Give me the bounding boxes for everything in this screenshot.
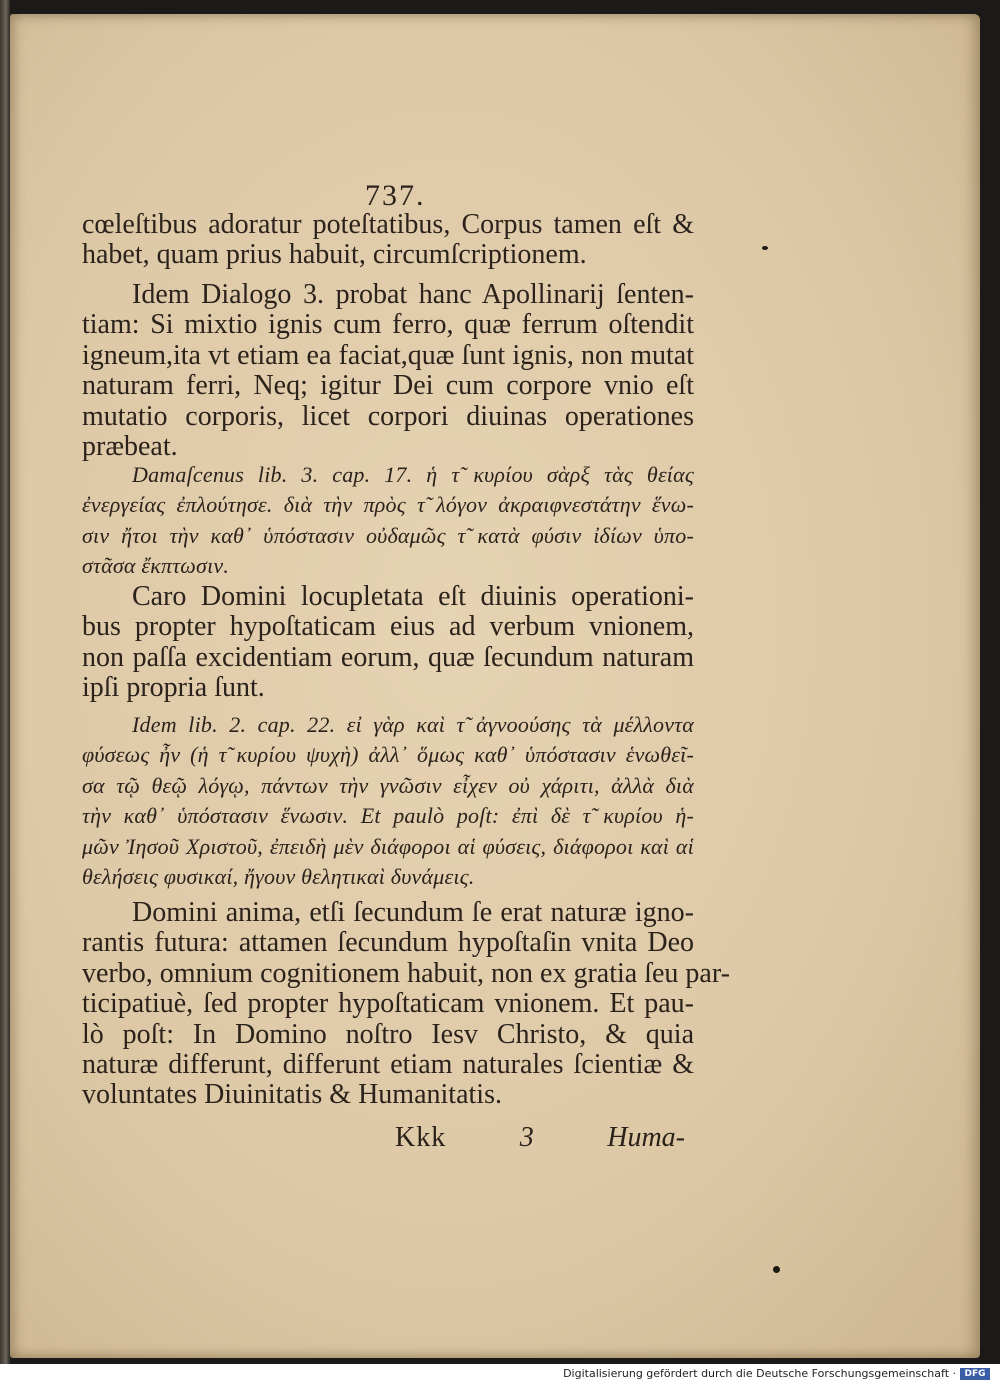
- greek-line: Idem lib. 2. cap. 22. εἰ γὰρ καὶ τ̃ ἀγνοούσης τὰ μέλλοντα: [132, 712, 694, 737]
- ink-mark: [773, 1266, 780, 1273]
- book-page: [10, 14, 980, 1358]
- text-line: naturæ differunt, differunt etiam naturales ſcientiæ &: [82, 1049, 694, 1081]
- greek-line: μῶν Ἰησοῦ Χριστοῦ, ἐπειδὴ μὲν διάφοροι αἱ φύσεις, διάφοροι καὶ αἱ: [82, 833, 694, 859]
- text-line: Domini anima, etſi ſecundum ſe erat naturæ igno-: [132, 897, 694, 928]
- book-binding-edge: [0, 0, 10, 1364]
- text-line: rantis futura: attamen ſecundum hypoſtaſin vnita Deo: [82, 927, 694, 959]
- text-line: naturam ferri, Neq; igitur Dei cum corpore vnio eſt: [82, 370, 694, 402]
- text-line: lò poſt: In Domino noſtro Iesv Christo, & quia: [82, 1018, 694, 1050]
- text-line: bus propter hypoſtaticam eius ad verbum vnionem,: [82, 611, 694, 643]
- paragraph-3: [82, 582, 694, 704]
- greek-line: στᾶσα ἔκπτωσιν.: [82, 553, 230, 579]
- text-line: verbo, omnium cognitionem habuit, non ex gratia ſeu par-: [82, 957, 730, 989]
- greek-quote-1: [82, 460, 694, 582]
- paragraph-4: [82, 897, 730, 1111]
- paragraph-2: [82, 280, 694, 462]
- page-number: 737.: [365, 179, 426, 212]
- signature-number: 3: [519, 1122, 534, 1153]
- catchword: Huma-: [607, 1122, 685, 1153]
- greek-line: τὴν καθ᾽ ὑπόστασιν ἕνωσιν. Et paulò poſt: ἐπὶ δὲ τ̃ κυρίου ἡ-: [82, 803, 694, 829]
- signature-mark: Kkk: [395, 1122, 447, 1153]
- greek-line: σιν ἤτοι τὴν καθ᾽ ὑπόστασιν οὐδαμῶς τ̃ κατὰ φύσιν ἰδίων ὑπο-: [82, 522, 694, 548]
- greek-quote-2: [82, 710, 694, 892]
- text-line: ipſi propria ſunt.: [82, 672, 265, 704]
- dfg-logo: DFG: [960, 1368, 990, 1380]
- footer-bar: [0, 1364, 1000, 1384]
- ink-mark: [762, 246, 768, 250]
- text-line: Caro Domini locupletata eſt diuinis operationi-: [132, 581, 694, 612]
- text-line: habet, quam prius habuit, circumſcriptionem.: [82, 239, 587, 271]
- text-line: tiam: Si mixtio ignis cum ferro, quæ ferrum oſtendit: [82, 309, 694, 341]
- text-line: Idem Dialogo 3. probat hanc Apollinarij ſenten-: [132, 279, 694, 310]
- greek-line: θελήσεις φυσικαί, ἤγουν θελητικαὶ δυνάμεις.: [82, 864, 475, 890]
- text-line: ticipatiuè, ſed propter hypoſtaticam vnionem. Et pau-: [82, 988, 694, 1020]
- paragraph-1: [82, 210, 694, 271]
- text-line: voluntates Diuinitatis & Humanitatis.: [82, 1079, 502, 1111]
- text-line: igneum,ita vt etiam ea faciat,quæ ſunt ignis, non mutat: [82, 339, 694, 371]
- greek-line: φύσεως ἦν (ἡ τ̃ κυρίου ψυχὴ) ἀλλ᾽ ὅμως καθ᾽ ὑπόστασιν ἑνωθεῖ-: [82, 742, 694, 768]
- greek-line: ἐνεργείας ἐπλούτησε. διὰ τὴν πρὸς τ̃ λόγον ἀκραιφνεστάτην ἕνω-: [82, 492, 694, 518]
- greek-line: σα τῷ θεῷ λόγῳ, πάντων τὴν γνῶσιν εἶχεν οὐ χάριτι, ἀλλὰ διὰ: [82, 772, 694, 798]
- text-line: non paſſa excidentiam eorum, quæ ſecundum naturam: [82, 641, 694, 673]
- greek-line: Damaſcenus lib. 3. cap. 17. ἡ τ̃ κυρίου σὰρξ τὰς θείας: [132, 462, 694, 487]
- catchline: [395, 1122, 685, 1154]
- text-line: cœleſtibus adoratur poteſtatibus, Corpus tamen eſt &: [82, 209, 694, 240]
- text-line: mutatio corporis, licet corpori diuinas operationes: [82, 400, 694, 432]
- funding-credit: Digitalisierung gefördert durch die Deutsche Forschungsgemeinschaft ·: [563, 1367, 956, 1380]
- text-line: præbeat.: [82, 431, 178, 463]
